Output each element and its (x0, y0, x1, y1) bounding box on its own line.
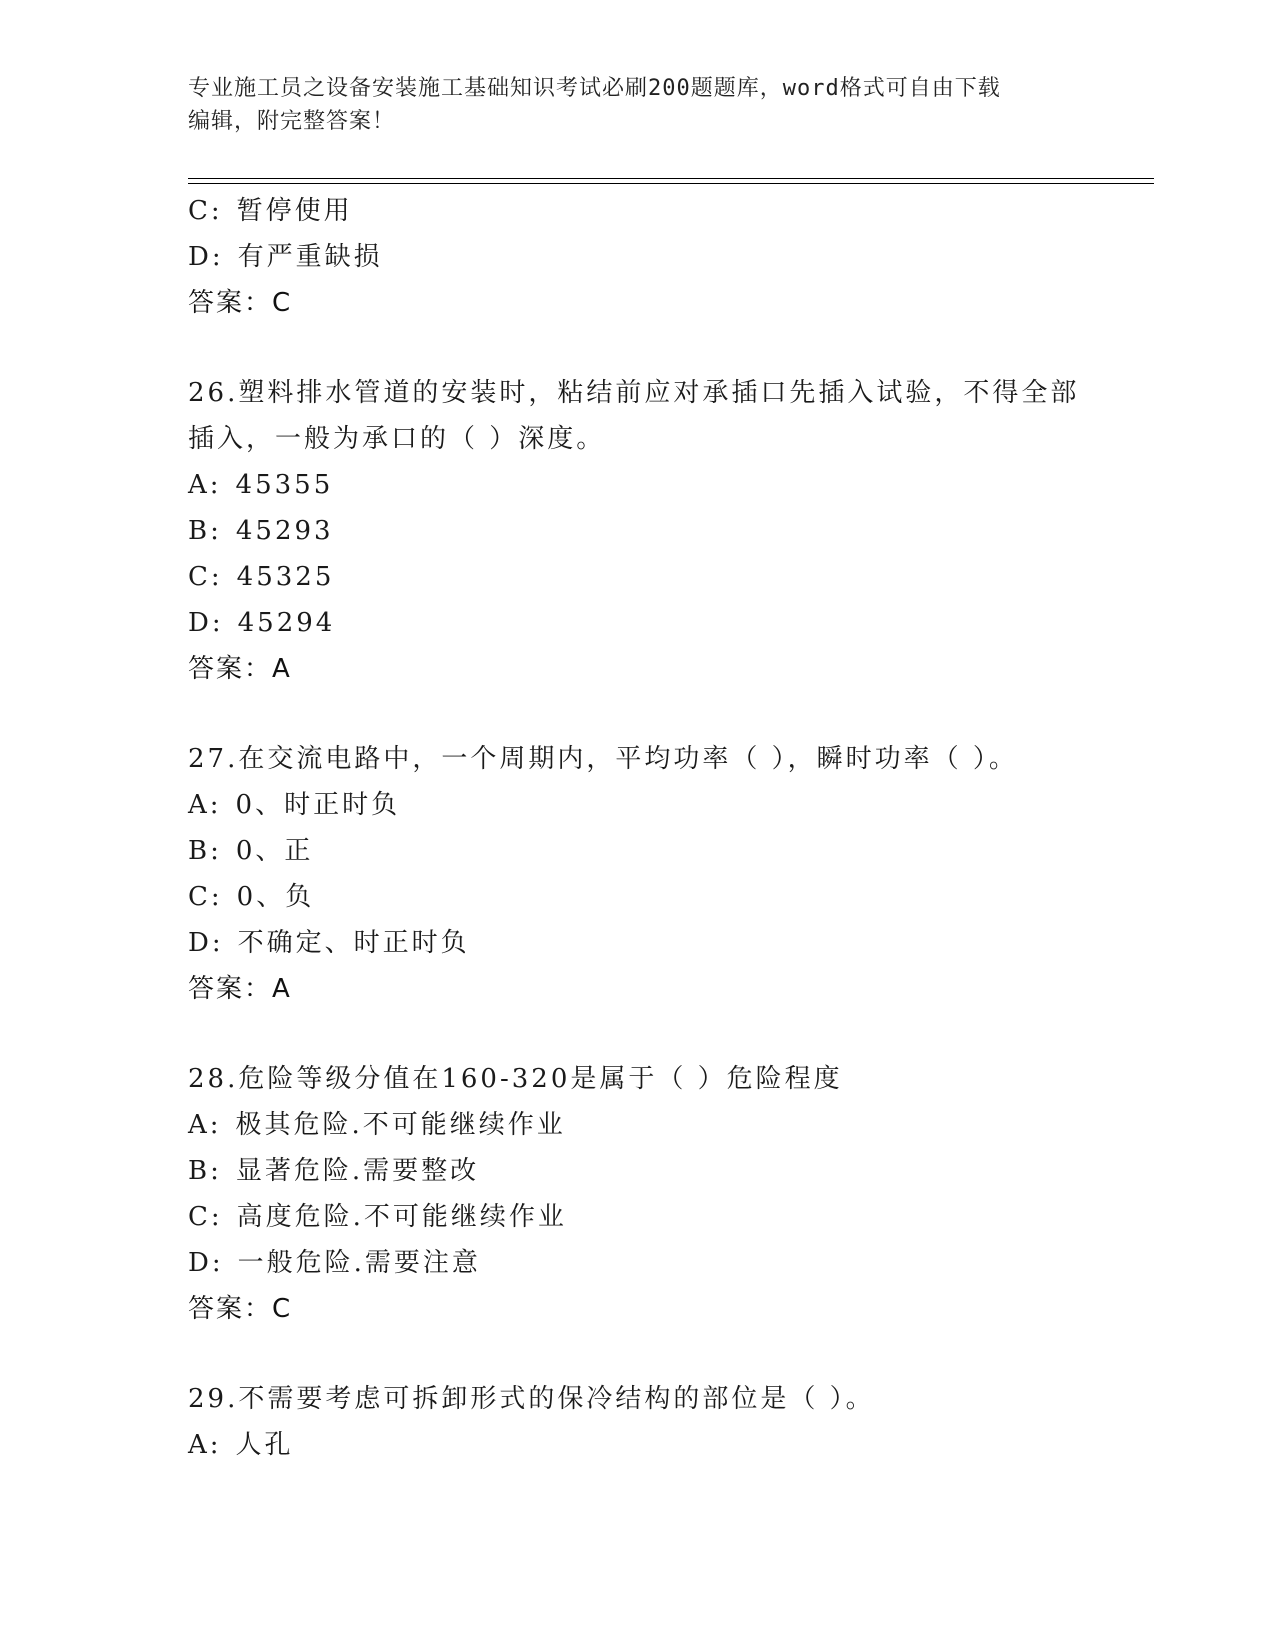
header-line-2: 编辑，附完整答案！ (188, 109, 396, 134)
document-header (188, 72, 1088, 138)
option-d: D: 一般危险.需要注意 (188, 1248, 481, 1278)
option-c: C: 高度危险.不可能继续作业 (188, 1202, 567, 1232)
option-b: B: 0、正 (188, 836, 314, 866)
option-a: A: 人孔 (188, 1430, 294, 1460)
option-c: C: 45325 (188, 562, 335, 592)
header-divider-bottom (188, 183, 1154, 184)
option-d: D: 45294 (188, 608, 336, 638)
option-d: D: 有严重缺损 (188, 242, 383, 272)
option-a: A: 0、时正时负 (188, 790, 401, 820)
question-29 (188, 1376, 1088, 1468)
option-c: C: 暂停使用 (188, 196, 353, 226)
header-divider-top (188, 178, 1154, 179)
option-a: A: 极其危险.不可能继续作业 (188, 1110, 566, 1140)
option-a: A: 45355 (188, 470, 334, 500)
question-26 (188, 370, 1088, 692)
question-stem-continued: 插入，一般为承口的（ ）深度。 (188, 424, 606, 454)
answer: 答案：A (188, 974, 292, 1004)
option-c: C: 0、负 (188, 882, 315, 912)
question-28 (188, 1056, 1088, 1332)
answer: 答案：A (188, 654, 292, 684)
question-stem: 26.塑料排水管道的安装时，粘结前应对承插口先插入试验，不得全部 (188, 378, 1080, 408)
answer: 答案：C (188, 1294, 293, 1324)
question-27 (188, 736, 1088, 1012)
option-d: D: 不确定、时正时负 (188, 928, 470, 958)
option-b: B: 显著危险.需要整改 (188, 1156, 480, 1186)
question-stem: 27.在交流电路中，一个周期内，平均功率（ ），瞬时功率（ ）。 (188, 744, 1018, 774)
question-stem: 29.不需要考虑可拆卸形式的保冷结构的部位是（ ）。 (188, 1384, 875, 1414)
question-stem: 28.危险等级分值在160-320是属于（ ）危险程度 (188, 1064, 843, 1094)
option-b: B: 45293 (188, 516, 334, 546)
question-list (188, 188, 1088, 1468)
answer: 答案：C (188, 288, 293, 318)
question-25 (188, 188, 1088, 326)
header-line-1: 专业施工员之设备安装施工基础知识考试必刷200题题库，word格式可自由下载 (188, 76, 1001, 101)
